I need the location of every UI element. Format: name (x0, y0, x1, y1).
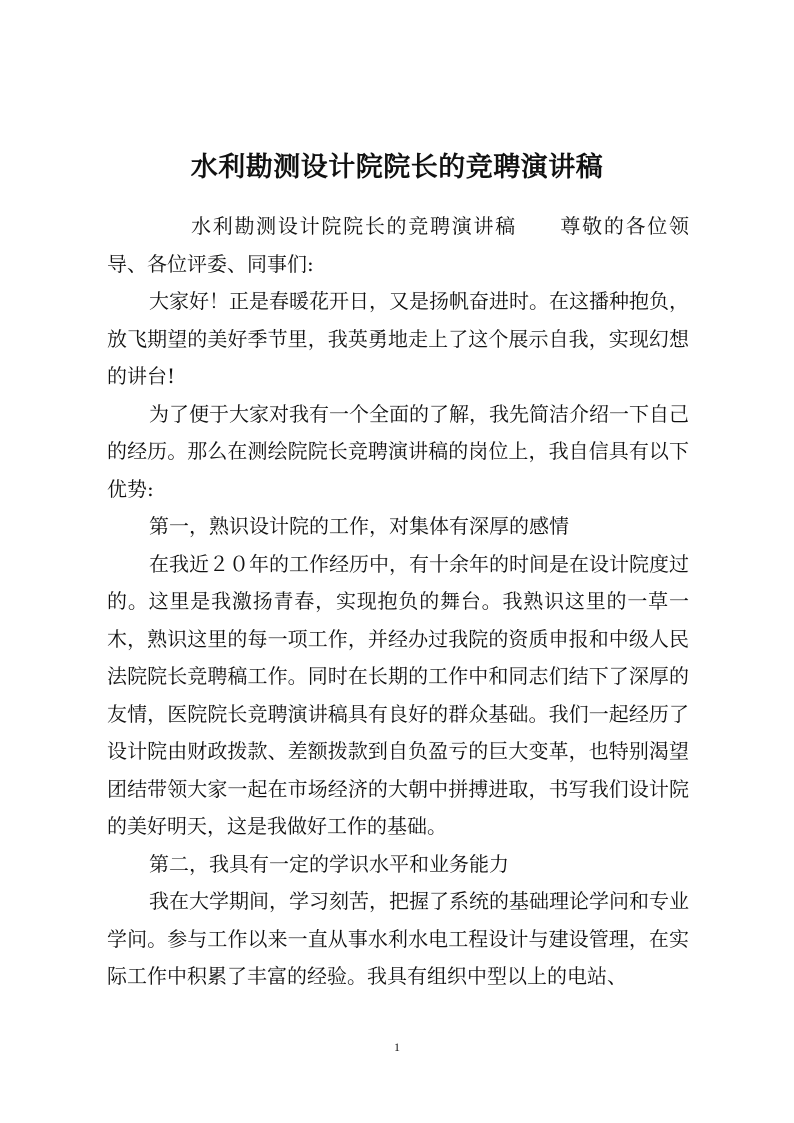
greeting-paragraph: 大家好！正是春暖花开日，又是扬帆奋进时。在这播种抱负，放飞期望的美好季节里，我英勇地走上了这个展示自我，实现幻想的讲台! (107, 289, 689, 388)
page-number: 1 (394, 1040, 400, 1054)
document-body (107, 208, 689, 996)
section-heading-first: 第一，熟识设计院的工作，对集体有深厚的感情 (149, 514, 569, 538)
education-paragraph: 我在大学期间，学习刻苦，把握了系统的基础理论学问和专业学问。参与工作以来一直从事水利水电工程设计与建设管理，在实际工作中积累了丰富的经验。我具有组织中型以上的电站、 (107, 889, 689, 988)
intro-paragraph: 为了便于大家对我有一个全面的了解，我先简洁介绍一下自己的经历。那么在测绘院院长竞聘演讲稿的岗位上，我自信具有以下优势: (107, 401, 689, 501)
section-heading-second: 第二，我具有一定的学识水平和业务能力 (149, 851, 509, 876)
salutation-paragraph: 水利勘测设计院院长的竞聘演讲稿 尊敬的各位领导、各位评委、同事们: (107, 214, 689, 276)
page-title: 水利勘测设计院院长的竞聘演讲稿 (190, 152, 604, 183)
experience-paragraph: 在我近２０年的工作经历中，有十余年的时间是在设计院度过的。这里是我激扬青春，实现抱负的舞台。我熟识这里的一草一木，熟识这里的每一项工作，并经办过我院的资质申报和中级人民法院院长竞聘稿工作。同时在长期的工作中和同志们结下了深厚的友情，医院院长竞聘演讲稿具有良好的群众基础。我们一起经历了设计院由财政拨款、差额拨款到自负盈亏的巨大变革，也特别渴望团结带领大家一起在市场经济的大朝中拼搏进取，书写我们设计院的美好明天，这是我做好工作的基础。 (107, 551, 689, 838)
